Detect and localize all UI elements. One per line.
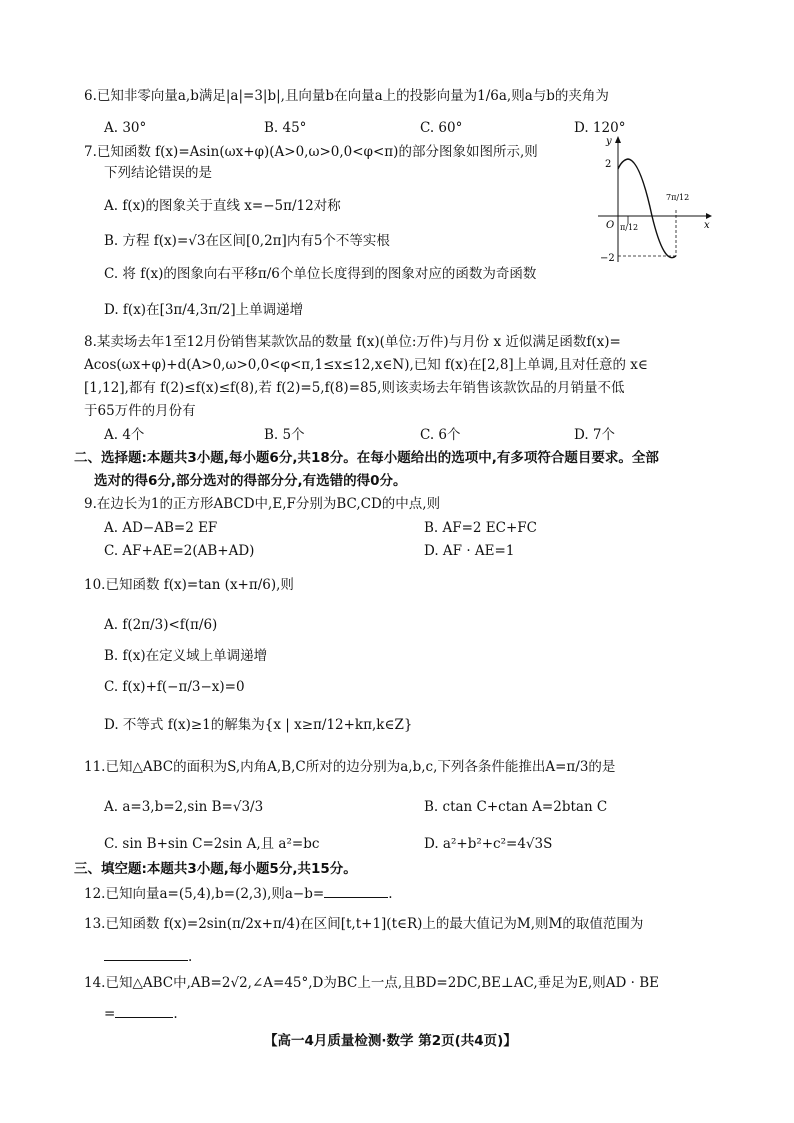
q13-end: .	[188, 949, 193, 965]
q7-stem-line1: 7.已知函数 f(x)=Asin(ωx+φ)(A>0,ω>0,0<φ<π)的部分图象如图所示,则	[84, 144, 538, 160]
q14-line1: 14.已知△ABC中,AB=2√2,∠A=45°,D为BC上一点,且BD=2DC,BE⊥AC,垂足为E,则AD · BE	[84, 975, 659, 991]
q8-line4: 于65万件的月份有	[84, 403, 196, 419]
q9-option-b: B. AF=2 EC+FC	[424, 520, 538, 536]
q7-option-a: A. f(x)的图象关于直线 x=−5π/12对称	[104, 198, 341, 214]
q10-option-b: B. f(x)在定义域上单调递增	[104, 648, 268, 664]
q11-option-d: D. a²+b²+c²=4√3S	[424, 836, 553, 852]
q9-option-c: C. AF+AE=2(AB+AD)	[104, 543, 255, 559]
q10-option-d: D. 不等式 f(x)≥1的解集为{x | x≥π/12+kπ,k∈Z}	[104, 717, 413, 733]
q10-option-a: A. f(2π/3)<f(π/6)	[104, 617, 218, 633]
sine-curve	[618, 159, 676, 258]
q7-option-d: D. f(x)在[3π/4,3π/2]上单调递增	[104, 302, 304, 318]
q8-line1: 8.某卖场去年1至12月份销售某款饮品的数量 f(x)(单位:万件)与月份 x 近似满足函数f(x)=	[84, 334, 621, 350]
q12-stem: 12.已知向量a=(5,4),b=(2,3),则a−b=	[84, 886, 325, 902]
q13-answer-blank[interactable]	[104, 946, 188, 961]
q8-option-c: C. 6个	[420, 427, 461, 443]
q11-option-a: A. a=3,b=2,sin B=√3/3	[104, 799, 264, 815]
q7-option-c: C. 将 f(x)的图象向右平移π/6个单位长度得到的图象对应的函数为奇函数	[104, 266, 537, 282]
section2-heading-line1: 二、选择题:本题共3小题,每小题6分,共18分。在每小题给出的选项中,有多项符合题目要求。全部	[74, 450, 659, 466]
q14-equals: =	[104, 1006, 116, 1022]
q6-option-d: D. 120°	[574, 120, 626, 136]
q7-stem-line2: 下列结论错误的是	[104, 165, 212, 181]
q6-stem: 6.已知非零向量a,b满足|a|=3|b|,且向量b在向量a上的投影向量为1/6a,则a与b的夹角为	[84, 88, 609, 104]
q8-line3: [1,12],都有 f(2)≤f(x)≤f(8),若 f(2)=5,f(8)=85,则该卖场去年销售该款饮品的月销量不低	[84, 380, 625, 396]
q11-stem: 11.已知△ABC的面积为S,内角A,B,C所对的边分别为a,b,c,下列各条件能推出A=π/3的是	[84, 759, 616, 775]
x-tick-7pi-12: 7π/12	[666, 193, 690, 202]
q12-answer-blank[interactable]	[324, 883, 388, 898]
q14-end: .	[173, 1006, 178, 1022]
q6-option-a: A. 30°	[104, 120, 147, 136]
q7-option-b: B. 方程 f(x)=√3在区间[0,2π]内有5个不等实根	[104, 233, 390, 249]
q8-option-a: A. 4个	[104, 427, 145, 443]
x-axis-label: x	[704, 220, 710, 231]
q10-stem: 10.已知函数 f(x)=tan (x+π/6),则	[84, 577, 294, 593]
y-axis-arrow	[615, 136, 621, 143]
q8-line2: Acos(ωx+φ)+d(A>0,ω>0,0<φ<π,1≤x≤12,x∈N),已知 f(x)在[2,8]上单调,且对任意的 x∈	[84, 357, 648, 373]
y-tick-2: 2	[605, 159, 612, 170]
q12-line	[84, 883, 392, 904]
origin-label: O	[606, 220, 615, 231]
q11-option-c: C. sin B+sin C=2sin A,且 a²=bc	[104, 836, 320, 852]
q14-answer-blank[interactable]	[115, 1003, 173, 1018]
q9-stem: 9.在边长为1的正方形ABCD中,E,F分别为BC,CD的中点,则	[84, 496, 441, 512]
page-footer: 【高一4月质量检测·数学 第2页(共4页)】	[264, 1033, 517, 1049]
q13-line1: 13.已知函数 f(x)=2sin(π/2x+π/4)在区间[t,t+1](t∈R)上的最大值记为M,则M的取值范围为	[84, 916, 644, 932]
x-axis-arrow	[706, 213, 712, 219]
q12-end: .	[388, 886, 393, 902]
q6-option-b: B. 45°	[264, 120, 307, 136]
q11-option-b: B. ctan C+ctan A=2btan C	[424, 799, 608, 815]
q6-option-c: C. 60°	[420, 120, 463, 136]
y-axis-label: y	[606, 136, 612, 147]
q14-line2	[104, 1003, 178, 1024]
x-tick-pi-12: π/12	[620, 223, 639, 232]
q9-option-d: D. AF · AE=1	[424, 543, 515, 559]
q9-option-a: A. AD−AB=2 EF	[104, 520, 218, 536]
q13-line2	[104, 946, 192, 967]
section3-heading: 三、填空题:本题共3小题,每小题5分,共15分。	[74, 861, 357, 877]
q7-function-graph	[596, 134, 716, 266]
q10-option-c: C. f(x)+f(−π/3−x)=0	[104, 679, 245, 695]
section2-heading-line2: 选对的得6分,部分选对的得部分分,有选错的得0分。	[94, 473, 407, 489]
q8-option-b: B. 5个	[264, 427, 305, 443]
y-tick-neg2: −2	[600, 253, 615, 264]
q8-option-d: D. 7个	[574, 427, 616, 443]
